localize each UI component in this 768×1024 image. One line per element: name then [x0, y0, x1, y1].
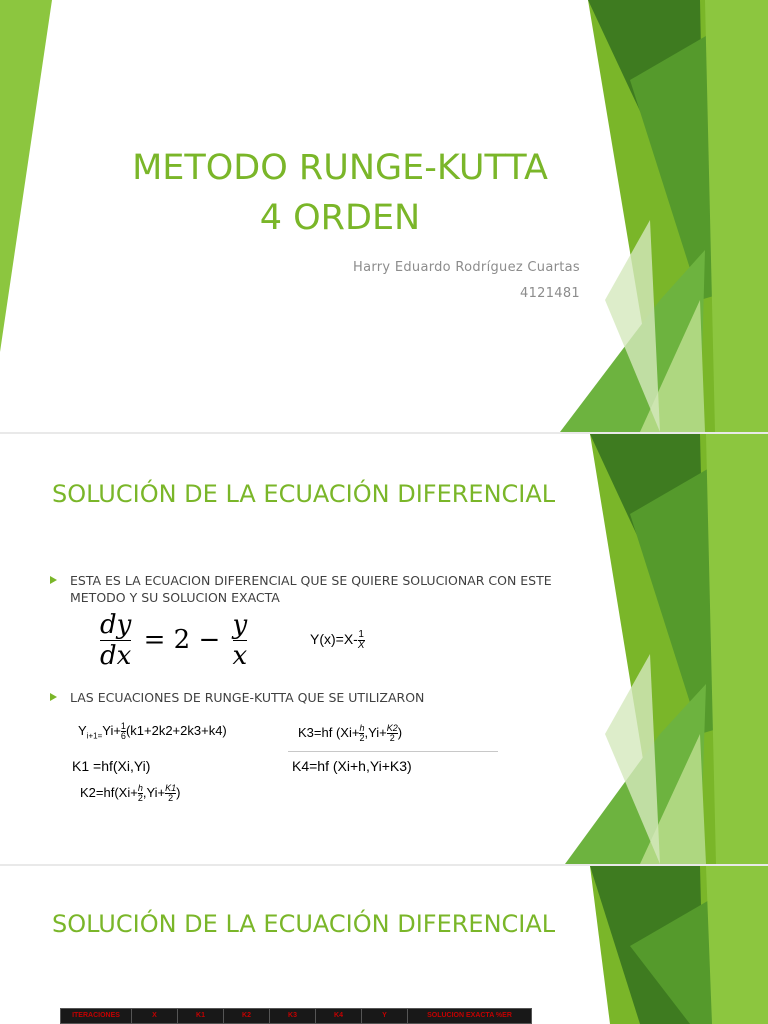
y-x-fraction: $\frac{y}{x}$ [232, 610, 248, 671]
col-k3: K3 [270, 1009, 316, 1023]
col-solucion-exacta: SOLUCION EXACTA %ER [427, 1012, 512, 1019]
bullet-2 [50, 689, 570, 706]
formula-yi1: $Y_{i+1=}Yi+$ $\frac{1}{6}$ (k1+2k2+2k3+k4) [78, 721, 227, 741]
bullet-2-text: LAS ECUACIONES DE RUNGE-KUTTA QUE SE UTILIZARON [70, 690, 425, 705]
author-name: Harry Eduardo Rodríguez Cuartas [353, 260, 580, 275]
col-y: Y [362, 1009, 408, 1023]
formula-divider [288, 751, 498, 752]
differential-equation [100, 610, 247, 671]
equation-slide [0, 434, 768, 864]
slide3-decoration [0, 866, 768, 1024]
bullet-arrow-icon [50, 576, 57, 584]
col-iteraciones: ITERACIONES [61, 1009, 132, 1023]
title-line-1: METODO RUNGE-KUTTA [132, 148, 548, 188]
bullet-1-text: ESTA ES LA ECUACION DIFERENCIAL QUE SE QUIERE SOLUCIONAR CON ESTE METODO Y SU SOLUCION EXACTA [70, 573, 552, 605]
formula-k2: K2=hf(Xi+ $\frac{h}{2}$ ,Yi+ $\frac{K1}{2}$ ) [80, 783, 181, 803]
slide2-title: SOLUCIÓN DE LA ECUACIÓN DIFERENCIAL [52, 480, 556, 508]
formula-k1: K1 =hf(Xi,Yi) [72, 758, 151, 774]
col-k2: K2 [224, 1009, 270, 1023]
bullet-1 [50, 572, 570, 606]
exact-solution: Y(x)=X- $\frac{1}{X}$ [310, 629, 365, 651]
title-line-2: 4 ORDEN [259, 198, 421, 238]
author-code: 4121481 [520, 286, 580, 301]
slide3-title: SOLUCIÓN DE LA ECUACIÓN DIFERENCIAL [52, 910, 556, 938]
presentation-title [60, 143, 620, 243]
col-k1: K1 [178, 1009, 224, 1023]
results-table-header [60, 1008, 532, 1024]
col-x: X [132, 1009, 178, 1023]
col-k4: K4 [316, 1009, 362, 1023]
title-slide [0, 0, 768, 432]
formula-k4: K4=hf (Xi+h,Yi+K3) [292, 758, 412, 774]
equation-rhs: = 2 − [143, 624, 221, 655]
formula-k3: K3=hf (Xi+ $\frac{h}{2}$ ,Yi+ $\frac{K2}{2}$ ) [298, 723, 403, 743]
solution-slide [0, 866, 768, 1024]
bullet-arrow-icon [50, 693, 57, 701]
dy-dx-fraction: $\frac{dy}{dx}$ [100, 610, 132, 671]
